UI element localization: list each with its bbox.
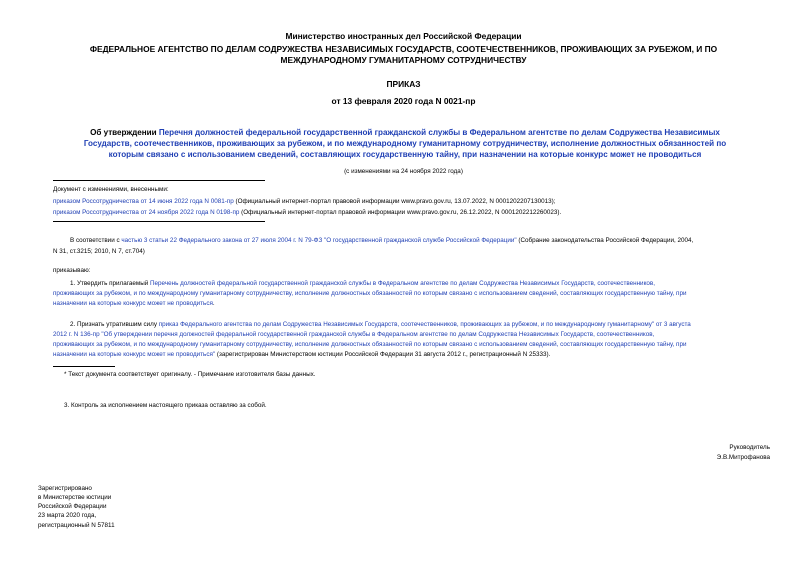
changes-heading: Документ с изменениями, внесенными: bbox=[53, 186, 169, 193]
item3: 3. Контроль за исполнением настоящего приказа оставляю за собой. bbox=[64, 402, 267, 409]
agency-heading-line1: ФЕДЕРАЛЬНОЕ АГЕНТСТВО ПО ДЕЛАМ СОДРУЖЕСТВА НЕЗАВИСИМЫХ ГОСУДАРСТВ, СООТЕЧЕСТВЕННИКОВ, ПРОЖИВАЮЩИХ ЗА РУБЕЖОМ, И ПО bbox=[89, 44, 718, 54]
change-text-1: (Официальный интернет-портал правовой информации www.pravo.gov.ru, 13.07.2022, N 0001202207130013); bbox=[233, 198, 556, 205]
item1-list-link-part3[interactable]: назначении на которые конкурс может не проводиться bbox=[53, 300, 213, 307]
item2-line1 bbox=[70, 320, 691, 330]
item2-order-link-part1[interactable]: приказ Федерального агентства по делам Содружества Независимых Государств, соотечественников, проживающих за рубежом, и по международному гуманитарному" от 3 августа bbox=[158, 321, 691, 328]
agency-heading-line2: МЕЖДУНАРОДНОМУ ГУМАНИТАРНОМУ СОТРУДНИЧЕСТВУ bbox=[280, 55, 527, 65]
divider-top bbox=[53, 180, 265, 181]
item2-line4 bbox=[53, 350, 550, 360]
registration-line2: в Министерстве юстиции bbox=[38, 494, 112, 501]
changes-item-2 bbox=[53, 208, 561, 218]
item1-line1 bbox=[70, 279, 768, 289]
item2-text: 2. Признать утратившим силу bbox=[70, 321, 159, 328]
registration-number: регистрационный N 57811 bbox=[38, 522, 115, 529]
footnote: * Текст документа соответствует оригиналу. - Примечание изготовителя базы данных. bbox=[64, 371, 316, 378]
title-line2 bbox=[55, 138, 755, 149]
item1-line2 bbox=[53, 289, 686, 299]
item2-order-link-part4[interactable]: назначении на которые конкурс может не проводиться" bbox=[53, 351, 216, 358]
preamble-source: (Собрание законодательства Российской Федерации, 2004, bbox=[516, 237, 694, 244]
preamble-text: В соответствии с bbox=[70, 237, 122, 244]
title-line3 bbox=[55, 149, 755, 160]
registration-line3: Российской Федерации bbox=[38, 503, 107, 510]
signature-role: Руководитель bbox=[729, 444, 770, 451]
divider-bottom bbox=[53, 221, 265, 222]
changes-item-1 bbox=[53, 197, 556, 207]
document-date: от 13 февраля 2020 года N 0021-пр bbox=[331, 96, 476, 106]
registration-line1: Зарегистрировано bbox=[38, 485, 92, 492]
title-link-part3[interactable]: которым связано с использованием сведений, составляющих государственную тайну, при назначении на которые конкурс может не проводиться bbox=[108, 150, 702, 159]
preamble-line2: N 31, ст.3215; 2010, N 7, ст.704) bbox=[53, 248, 145, 255]
change-order-link-1[interactable]: приказом Россотрудничества от 14 июня 2022 года N 0081-пр bbox=[53, 198, 234, 205]
federal-law-link[interactable]: частью 3 статьи 22 Федерального закона от 27 июля 2004 г. N 79-ФЗ "О государственной гражданской службе Российской Федерации" bbox=[121, 237, 517, 244]
title-line1 bbox=[55, 127, 755, 138]
signature-name: Э.В.Митрофанова bbox=[716, 454, 770, 461]
item2-line3 bbox=[53, 340, 686, 350]
document-type: ПРИКАЗ bbox=[386, 79, 421, 89]
item1-end: . bbox=[212, 300, 215, 307]
order-word: приказываю: bbox=[53, 267, 91, 274]
item2-order-link-part2[interactable]: 2012 г. N 136-пр "Об утверждении перечня должностей федеральной государственной гражданской службы в Федеральном агентстве по делам Содружества Независимых Государств, соотечественников, bbox=[53, 331, 655, 338]
item2-registration: (зарегистрирован Министерством юстиции Российской Федерации 31 августа 2012 г., регистрационный N 25333). bbox=[215, 351, 551, 358]
item1-text: 1. Утвердить прилагаемый bbox=[70, 280, 151, 287]
item1-list-link-part2[interactable]: проживающих за рубежом, и по международному гуманитарному сотрудничеству, исполнение должностных обязанностей по которым связано с использованием сведений, составляющих государственную тайну, при bbox=[53, 290, 687, 297]
ministry-heading: Министерство иностранных дел Российской Федерации bbox=[285, 31, 522, 41]
item2-order-link-part3[interactable]: проживающих за рубежом, и по международному гуманитарному сотрудничеству, исполнение должностных обязанностей по которым связано с использованием сведений, составляющих государственную тайну, при bbox=[53, 341, 687, 348]
amendment-note: (с изменениями на 24 ноября 2022 года) bbox=[344, 168, 463, 175]
item2-line2 bbox=[53, 330, 654, 340]
title-link-part1[interactable]: Перечня должностей федеральной государственной гражданской службы в Федеральном агентстве по делам Содружества Независимых bbox=[158, 128, 720, 137]
registration-date: 23 марта 2020 года, bbox=[38, 512, 97, 519]
item1-list-link-part1[interactable]: Перечень должностей федеральной государственной гражданской службы в Федеральном агентстве по делам Содружества Независимых Государств, соотечественников, bbox=[150, 280, 655, 287]
preamble-line1 bbox=[70, 236, 693, 246]
change-text-2: (Официальный интернет-портал правовой информации www.pravo.gov.ru, 26.12.2022, N 0001202212260023). bbox=[239, 209, 562, 216]
item1-line3 bbox=[53, 299, 215, 309]
change-order-link-2[interactable]: приказом Россотрудничества от 24 ноября 2022 года N 0198-пр bbox=[53, 209, 240, 216]
footnote-divider bbox=[53, 366, 115, 367]
title-prefix: Об утверждении bbox=[90, 128, 159, 137]
title-link-part2[interactable]: Государств, соотечественников, проживающих за рубежом, и по международному гуманитарному сотрудничеству, исполнение должностных обязанностей по bbox=[83, 139, 727, 148]
